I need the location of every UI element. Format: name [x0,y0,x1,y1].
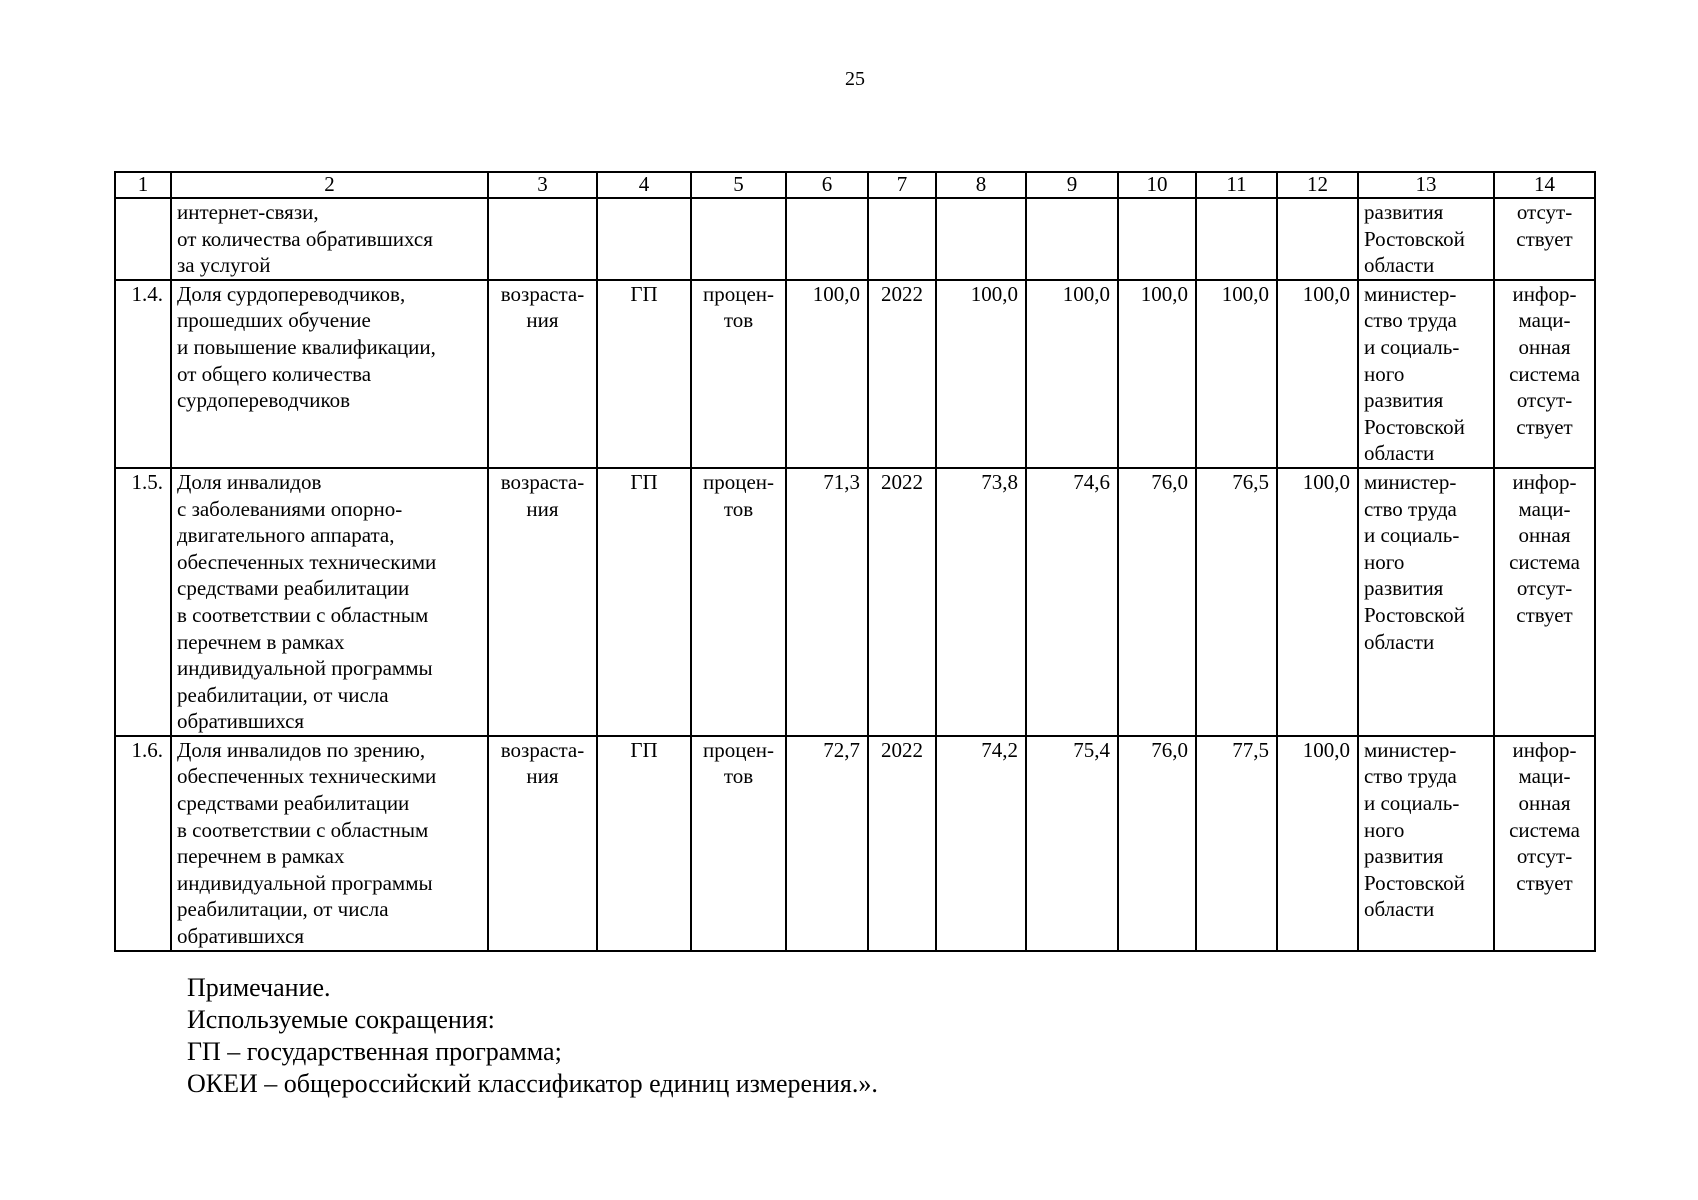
table-cell-trend: возраста- ния [488,736,597,951]
table-cell-value: 100,0 [936,280,1026,468]
table-cell-value [1277,198,1358,280]
table-cell-trend: возраста- ния [488,280,597,468]
indicators-table [114,171,1596,952]
table-cell-info-system: инфор- маци- онная система отсут- ствует [1494,468,1595,736]
column-header: 14 [1494,172,1595,198]
table-cell-indicator: Доля инвалидов с заболеваниями опорно- двигательного аппарата, обеспеченных техническими средствами реабилитации в соответствии с областным перечнем в рамках индивидуальной программы реабилитации, от числа обратившихся [171,468,488,736]
table-cell-value: 100,0 [1277,280,1358,468]
column-header: 2 [171,172,488,198]
note-line: ОКЕИ – общероссийский классификатор единиц измерения.». [187,1069,878,1098]
column-header: 13 [1358,172,1494,198]
table-cell-number: 1.4. [115,280,171,468]
column-header: 9 [1026,172,1118,198]
column-header: 12 [1277,172,1358,198]
table-cell-trend: возраста- ния [488,468,597,736]
table-cell-value [936,198,1026,280]
table-cell-info-system: отсут- ствует [1494,198,1595,280]
table-cell-value: 100,0 [1196,280,1277,468]
table-cell-indicator: Доля инвалидов по зрению, обеспеченных техническими средствами реабилитации в соответствии с областным перечнем в рамках индивидуальной программы реабилитации, от числа обратившихся [171,736,488,951]
table-cell-indicator: Доля сурдопереводчиков, прошедших обучение и повышение квалификации, от общего количества сурдопереводчиков [171,280,488,468]
table-row [115,198,1595,280]
note-line: ГП – государственная программа; [187,1037,562,1066]
column-header: 1 [115,172,171,198]
note-title: Примечание. [187,973,331,1002]
page-number: 25 [845,68,865,90]
table-cell-value: 100,0 [1277,468,1358,736]
table-cell-level: ГП [597,468,691,736]
table-cell-responsible: министер- ство труда и социаль- ного развития Ростовской области [1358,736,1494,951]
table-cell-value: 76,5 [1196,468,1277,736]
table-cell-value [1118,198,1196,280]
table-cell-level: ГП [597,280,691,468]
table-cell-value: 76,0 [1118,468,1196,736]
table-cell-value [1026,198,1118,280]
table-cell-unit [691,198,786,280]
table-cell-value: 2022 [868,736,936,951]
column-header: 8 [936,172,1026,198]
column-header: 11 [1196,172,1277,198]
table-cell-responsible: развития Ростовской области [1358,198,1494,280]
table-cell-trend [488,198,597,280]
table-cell-number: 1.5. [115,468,171,736]
table-cell-value: 73,8 [936,468,1026,736]
table-row [115,280,1595,468]
column-header: 3 [488,172,597,198]
table-cell-value: 2022 [868,280,936,468]
table-cell-unit: процен- тов [691,736,786,951]
table-row [115,468,1595,736]
table-cell-value: 100,0 [1118,280,1196,468]
table-cell-value [786,198,868,280]
table-cell-value: 76,0 [1118,736,1196,951]
table-cell-value: 72,7 [786,736,868,951]
column-header: 5 [691,172,786,198]
table-cell-value: 100,0 [786,280,868,468]
column-header: 7 [868,172,936,198]
table-cell-level [597,198,691,280]
column-header: 10 [1118,172,1196,198]
table-cell-value: 75,4 [1026,736,1118,951]
table-cell-value: 74,2 [936,736,1026,951]
table-cell-responsible: министер- ство труда и социаль- ного развития Ростовской области [1358,280,1494,468]
table-cell-level: ГП [597,736,691,951]
note-block [187,972,878,1100]
column-header: 6 [786,172,868,198]
table-cell-info-system: инфор- маци- онная система отсут- ствует [1494,736,1595,951]
table-cell-number [115,198,171,280]
note-subtitle: Используемые сокращения: [187,1005,495,1034]
table-cell-indicator: интернет-связи, от количества обратившихся за услугой [171,198,488,280]
table-cell-unit: процен- тов [691,468,786,736]
table-cell-number: 1.6. [115,736,171,951]
column-header: 4 [597,172,691,198]
table-cell-value [868,198,936,280]
table-cell-value: 77,5 [1196,736,1277,951]
table-cell-value: 100,0 [1277,736,1358,951]
table-cell-value [1196,198,1277,280]
table-row [115,736,1595,951]
table-cell-value: 74,6 [1026,468,1118,736]
table-cell-unit: процен- тов [691,280,786,468]
table-header-row [115,172,1595,198]
table-cell-value: 71,3 [786,468,868,736]
table-cell-value: 100,0 [1026,280,1118,468]
table-cell-responsible: министер- ство труда и социаль- ного развития Ростовской области [1358,468,1494,736]
table-cell-value: 2022 [868,468,936,736]
table-cell-info-system: инфор- маци- онная система отсут- ствует [1494,280,1595,468]
